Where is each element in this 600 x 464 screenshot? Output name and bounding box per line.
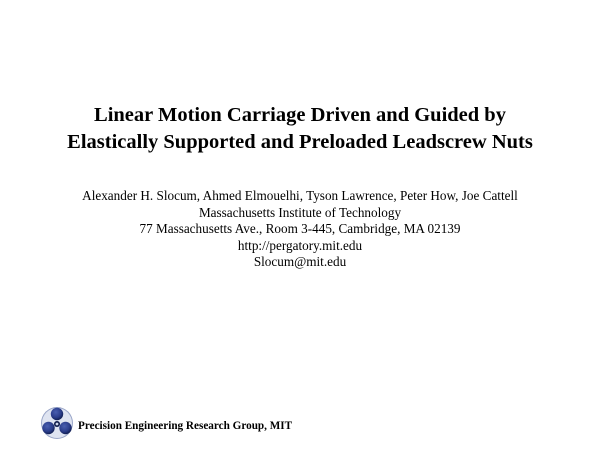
author-names: Alexander H. Slocum, Ahmed Elmouelhi, Tyson Lawrence, Peter How, Joe Cattell	[82, 188, 518, 203]
title-line-2: Elastically Supported and Preloaded Leadscrew Nuts	[67, 131, 533, 153]
institution-name: Massachusetts Institute of Technology	[198, 204, 402, 220]
precision-engineering-logo-icon	[40, 406, 74, 440]
footer	[40, 405, 292, 441]
postal-address: 77 Massachusetts Ave., Room 3-445, Cambridge, MA 02139	[139, 221, 461, 237]
research-group-name: Precision Engineering Research Group, MIT	[78, 420, 293, 432]
slide-title	[0, 102, 600, 156]
email-link[interactable]: Slocum@mit.edu	[253, 254, 347, 270]
website-link[interactable]: http://pergatory.mit.edu	[237, 237, 363, 253]
author-block	[0, 188, 600, 271]
title-line-1: Linear Motion Carriage Driven and Guided by	[94, 104, 506, 126]
